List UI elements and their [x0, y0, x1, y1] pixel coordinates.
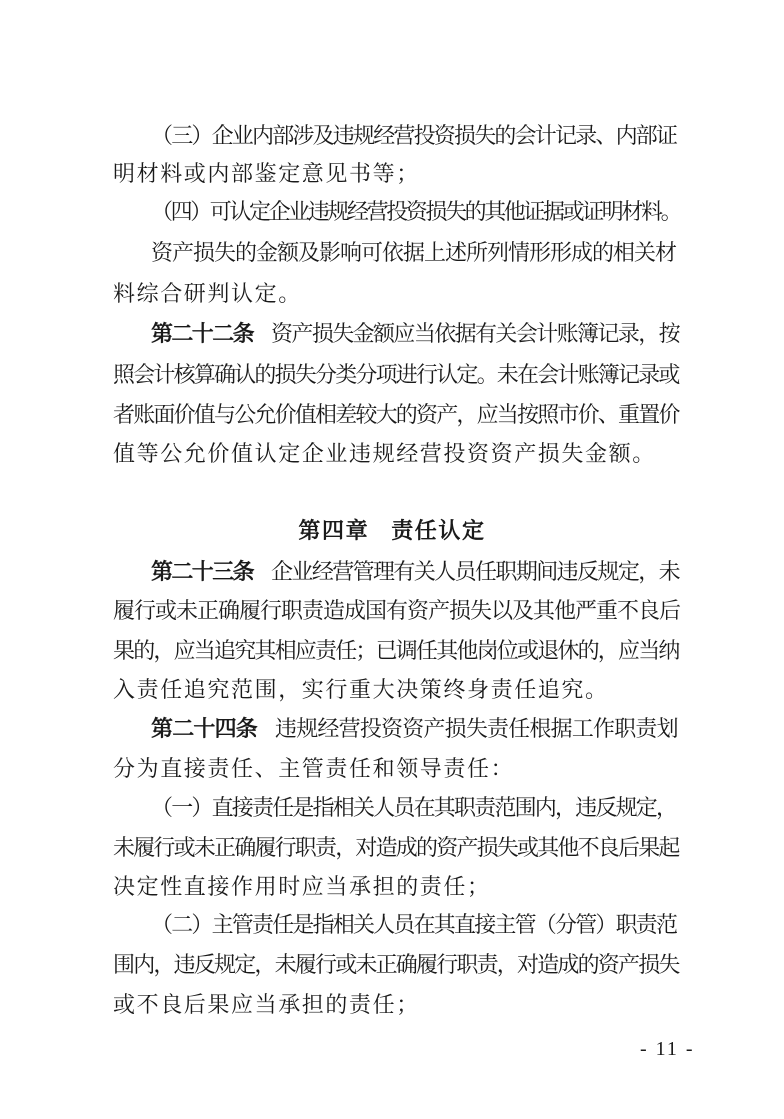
- article-24-line-2: 分为直接责任、主管责任和领导责任：: [113, 757, 515, 782]
- article-23-first-line: 企业经营管理有关人员任职期间违反规定，未: [271, 560, 680, 585]
- article-23-heading: 第二十三条: [151, 560, 254, 585]
- article-24-line-1: [151, 715, 678, 745]
- article-23-line-4: 入责任追究范围，实行重大决策终身责任追究。: [113, 678, 609, 703]
- article-22-line-2: 照会计核算确认的损失分类分项进行认定。未在会计账簿记录或: [113, 363, 679, 388]
- page-number: - 11 -: [640, 1038, 695, 1060]
- item-1-line-3: 决定性直接作用时应当承担的责任；: [113, 875, 491, 900]
- article-22-line-1: [151, 320, 679, 350]
- chapter-heading: [0, 517, 784, 547]
- item-1-line-2: 未履行或未正确履行职责，对造成的资产损失或其他不良后果起: [113, 836, 679, 861]
- paragraph-item-3-line-2: 明材料或内部鉴定意见书等；: [113, 162, 420, 187]
- item-2-line-1: （二）主管责任是指相关人员在其直接主管（分管）职责范: [151, 913, 677, 938]
- article-23-line-3: 果的，应当追究其相应责任；已调任其他岗位或退休的，应当纳: [113, 639, 679, 664]
- article-22-line-3: 者账面价值与公允价值相差较大的资产，应当按照市价、重置价: [113, 403, 679, 428]
- article-22-heading: 第二十二条: [151, 322, 254, 347]
- article-23-line-2: 履行或未正确履行职责造成国有资产损失以及其他严重不良后: [113, 599, 681, 624]
- article-22-line-4: 值等公允价值认定企业违规经营投资资产损失金额。: [113, 442, 656, 467]
- item-2-line-2: 围内，违反规定，未履行或未正确履行职责，对造成的资产损失: [113, 953, 679, 978]
- paragraph-item-3-line-1: （三）企业内部涉及违规经营投资损失的会计记录、内部证: [151, 124, 677, 149]
- article-24-heading: 第二十四条: [151, 717, 258, 742]
- article-24-first-line: 违规经营投资资产损失责任根据工作职责划: [275, 717, 678, 742]
- chapter-title: 责任认定: [391, 519, 486, 544]
- article-22-first-line: 资产损失金额应当依据有关会计账簿记录，按: [271, 322, 680, 347]
- item-2-line-3: 或不良后果应当承担的责任；: [113, 993, 420, 1018]
- paragraph-item-4-line-1: （四）可认定企业违规经营投资损失的其他证据或证明材料。: [151, 200, 681, 225]
- chapter-number: 第四章: [298, 519, 370, 544]
- paragraph-amount-line-2: 料综合研判认定。: [113, 282, 302, 307]
- item-1-line-1: （一）直接责任是指相关人员在其职责范围内，违反规定，: [151, 796, 677, 821]
- paragraph-amount-line-1: 资产损失的金额及影响可依据上述所列情形形成的相关材: [151, 241, 677, 266]
- article-23-line-1: [151, 558, 679, 588]
